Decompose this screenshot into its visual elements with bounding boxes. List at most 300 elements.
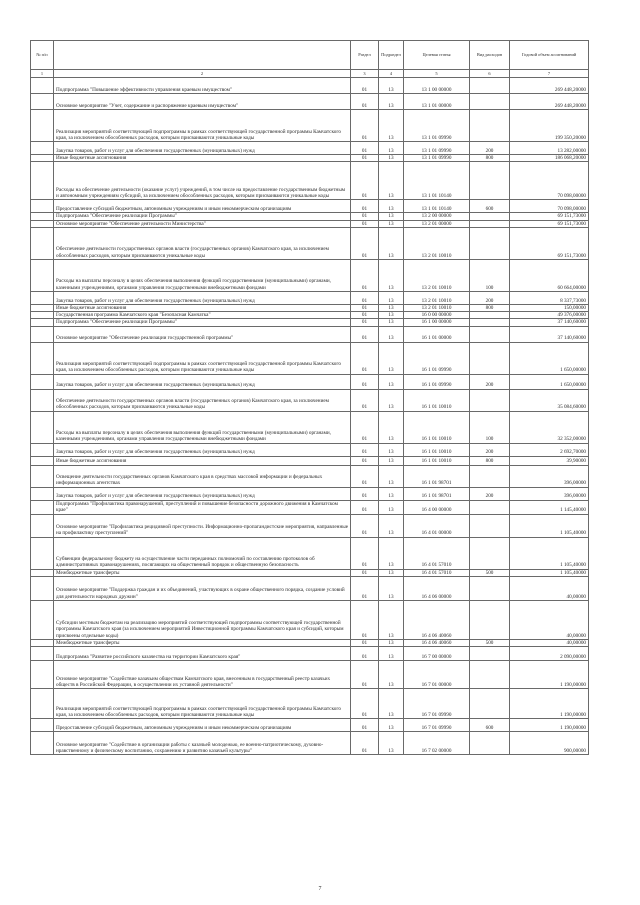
row-amount-cell: 1 145,40000 <box>510 500 589 514</box>
row-amount-cell: 40,00000 <box>510 639 589 646</box>
header-vid: Вид расходов <box>470 41 510 70</box>
row-name-cell: Закупка товаров, работ и услуг для обеспечения государственных (муниципальных) нужд <box>54 487 351 500</box>
row-razdel-cell: 01 <box>351 213 379 220</box>
row-name-cell: Межбюджетные трансферты <box>54 639 351 646</box>
row-celevaya-cell: 16 1 01 10010 <box>404 389 470 411</box>
row-razdel-cell: 01 <box>351 639 379 646</box>
row-vid-cell: 200 <box>470 487 510 500</box>
row-num-cell <box>31 220 54 227</box>
row-razdel-cell: 01 <box>351 374 379 389</box>
row-razdel-cell: 01 <box>351 689 379 719</box>
table-row <box>31 374 589 389</box>
row-celevaya-cell: 13 2 01 10010 <box>404 291 470 304</box>
row-vid-cell <box>470 78 510 94</box>
row-razdel-cell: 01 <box>351 312 379 319</box>
row-podrazdel-cell: 13 <box>379 514 404 537</box>
row-razdel-cell: 01 <box>351 389 379 411</box>
row-name-cell: Подпрограмма "Повышение эффективности управления краевым имуществом" <box>54 78 351 94</box>
table-row <box>31 689 589 719</box>
header-name <box>54 41 351 70</box>
row-num-cell <box>31 94 54 110</box>
row-num-cell <box>31 319 54 326</box>
row-vid-cell <box>470 389 510 411</box>
row-razdel-cell: 01 <box>351 569 379 576</box>
row-celevaya-cell: 16 0 00 00000 <box>404 312 470 319</box>
row-podrazdel-cell: 13 <box>379 569 404 576</box>
row-razdel-cell: 01 <box>351 78 379 94</box>
row-podrazdel-cell: 13 <box>379 312 404 319</box>
row-vid-cell <box>470 661 510 689</box>
row-amount-cell: 70 098,00000 <box>510 162 589 200</box>
row-num-cell <box>31 569 54 576</box>
row-name-cell: Иные бюджетные ассигнования <box>54 155 351 162</box>
row-podrazdel-cell: 13 <box>379 259 404 291</box>
table-row <box>31 732 589 755</box>
row-vid-cell <box>470 319 510 326</box>
row-podrazdel-cell: 13 <box>379 639 404 646</box>
row-vid-cell <box>470 732 510 755</box>
row-vid-cell <box>470 465 510 487</box>
row-podrazdel-cell: 13 <box>379 342 404 374</box>
row-num-cell <box>31 411 54 443</box>
row-num-cell <box>31 374 54 389</box>
row-amount-cell: 70 098,00000 <box>510 200 589 213</box>
row-celevaya-cell: 13 1 01 09990 <box>404 142 470 155</box>
row-celevaya-cell: 16 1 01 98701 <box>404 465 470 487</box>
table-row <box>31 487 589 500</box>
row-podrazdel-cell: 13 <box>379 411 404 443</box>
row-amount-cell: 13 282,00000 <box>510 142 589 155</box>
row-podrazdel-cell: 13 <box>379 647 404 661</box>
row-celevaya-cell: 16 1 01 98701 <box>404 487 470 500</box>
row-razdel-cell: 01 <box>351 443 379 456</box>
row-name-cell: Закупка товаров, работ и услуг для обеспечения государственных (муниципальных) нужд <box>54 142 351 155</box>
row-name-cell: Реализация мероприятий соответствующей подпрограммы в рамках соответствующей государственной программы Камчатского края, за исключением обособленных расходов, которым присваиваются уникальные коды <box>54 342 351 374</box>
row-razdel-cell: 01 <box>351 326 379 342</box>
row-name-cell: Освещение деятельности государственных органов Камчатского края в средствах массовой информации и федеральных информационных агентствах <box>54 465 351 487</box>
row-amount-cell: 269 448,20000 <box>510 94 589 110</box>
table-row <box>31 227 589 259</box>
row-vid-cell: 800 <box>470 304 510 311</box>
row-amount-cell: 1 650,00000 <box>510 342 589 374</box>
row-num-cell <box>31 227 54 259</box>
row-amount-cell: 186 068,20000 <box>510 155 589 162</box>
row-amount-cell: 39,90000 <box>510 456 589 465</box>
row-celevaya-cell: 16 7 00 00000 <box>404 647 470 661</box>
row-razdel-cell: 01 <box>351 110 379 142</box>
row-podrazdel-cell: 13 <box>379 162 404 200</box>
column-number: 6 <box>470 70 510 78</box>
table-row <box>31 110 589 142</box>
table-row <box>31 291 589 304</box>
table-row <box>31 600 589 639</box>
row-name-cell: Расходы на обеспечение деятельности (оказание услуг) учреждений, в том числе на предоставление государственным бюджетным и автономным учреждениям субсидий, за исключением обособленных расходов, которым присваиваются уникальные коды <box>54 162 351 200</box>
row-razdel-cell: 01 <box>351 200 379 213</box>
row-amount-cell: 32 352,00000 <box>510 411 589 443</box>
table-row <box>31 304 589 311</box>
row-celevaya-cell: 16 7 01 00000 <box>404 661 470 689</box>
row-celevaya-cell: 16 4 01 57010 <box>404 537 470 569</box>
column-number-row <box>31 70 589 78</box>
row-celevaya-cell: 13 1 01 09990 <box>404 155 470 162</box>
row-name-cell: Закупка товаров, работ и услуг для обеспечения государственных (муниципальных) нужд <box>54 443 351 456</box>
row-name-cell: Межбюджетные трансферты <box>54 569 351 576</box>
row-celevaya-cell: 16 4 06 00000 <box>404 576 470 600</box>
row-razdel-cell: 01 <box>351 647 379 661</box>
row-razdel-cell: 01 <box>351 162 379 200</box>
row-num-cell <box>31 732 54 755</box>
row-celevaya-cell: 13 2 01 10010 <box>404 259 470 291</box>
column-number: 5 <box>404 70 470 78</box>
row-vid-cell <box>470 213 510 220</box>
row-celevaya-cell: 16 4 06 40060 <box>404 600 470 639</box>
row-podrazdel-cell: 13 <box>379 661 404 689</box>
column-number: 2 <box>54 70 351 78</box>
row-name-cell: Основное мероприятие "Учет, содержание и распоряжение краевым имуществом" <box>54 94 351 110</box>
header-num: № п/п <box>31 41 54 70</box>
row-name-cell: Обеспечение деятельности государственных органов власти (государственных органов) Камчатского края, за исключением обособленных расходов, которым присваиваются уникальные коды <box>54 389 351 411</box>
header-celevaya: Целевая статья <box>404 41 470 70</box>
row-celevaya-cell: 13 2 01 00000 <box>404 220 470 227</box>
table-row <box>31 213 589 220</box>
row-amount-cell: 40,00000 <box>510 600 589 639</box>
table-row <box>31 514 589 537</box>
row-num-cell <box>31 78 54 94</box>
row-name-cell: Субвенции федеральному бюджету на осуществление части переданных полномочий по составлению протоколов об административных правонарушениях, посягающих на общественный порядок и общественную безопасность <box>54 537 351 569</box>
row-podrazdel-cell: 13 <box>379 319 404 326</box>
row-razdel-cell: 01 <box>351 487 379 500</box>
row-celevaya-cell: 13 2 01 10010 <box>404 227 470 259</box>
row-razdel-cell: 01 <box>351 732 379 755</box>
row-vid-cell <box>470 227 510 259</box>
row-podrazdel-cell: 13 <box>379 537 404 569</box>
row-razdel-cell: 01 <box>351 259 379 291</box>
table-row <box>31 569 589 576</box>
row-name-cell: Реализация мероприятий соответствующей подпрограммы в рамках соответствующей государственной программы Камчатского края, за исключением обособленных расходов, которым присваиваются уникальные коды <box>54 110 351 142</box>
row-num-cell <box>31 342 54 374</box>
column-number: 1 <box>31 70 54 78</box>
row-vid-cell: 600 <box>470 719 510 732</box>
row-num-cell <box>31 647 54 661</box>
table-row <box>31 312 589 319</box>
row-vid-cell <box>470 500 510 514</box>
row-podrazdel-cell: 13 <box>379 389 404 411</box>
column-number: 4 <box>379 70 404 78</box>
row-num-cell <box>31 487 54 500</box>
row-amount-cell: 1 105,40000 <box>510 569 589 576</box>
row-vid-cell: 200 <box>470 443 510 456</box>
row-num-cell <box>31 456 54 465</box>
row-name-cell: Подпрограмма "Обеспечение реализации Программы" <box>54 319 351 326</box>
row-razdel-cell: 01 <box>351 304 379 311</box>
row-podrazdel-cell: 13 <box>379 732 404 755</box>
table-row <box>31 443 589 456</box>
row-podrazdel-cell: 13 <box>379 600 404 639</box>
table-body <box>31 78 589 755</box>
row-celevaya-cell: 16 1 01 10010 <box>404 411 470 443</box>
row-vid-cell <box>470 576 510 600</box>
row-podrazdel-cell: 13 <box>379 304 404 311</box>
row-amount-cell: 2 692,70000 <box>510 443 589 456</box>
row-vid-cell <box>470 647 510 661</box>
row-amount-cell: 8 337,73000 <box>510 291 589 304</box>
row-amount-cell: 150,00000 <box>510 304 589 311</box>
row-razdel-cell: 01 <box>351 719 379 732</box>
row-num-cell <box>31 537 54 569</box>
row-name-cell: Субсидии местным бюджетам на реализацию мероприятий соответствующей подпрограммы соответствующей государственной программы Камчатского края (за исключением мероприятий Инвестиционной программы Камчатского края и субсидий, которым присвоены отдельные коды) <box>54 600 351 639</box>
row-name-cell: Расходы на выплаты персоналу в целях обеспечения выполнения функций государственными (муниципальными) органами, казенными учреждениями, органами управления государственными внебюджетными фондами <box>54 259 351 291</box>
row-num-cell <box>31 155 54 162</box>
row-razdel-cell: 01 <box>351 576 379 600</box>
row-num-cell <box>31 110 54 142</box>
column-number: 3 <box>351 70 379 78</box>
row-name-cell: Основное мероприятие "Поддержка граждан и их объединений, участвующих в охране общественного порядка, создание условий для деятельности народных дружин" <box>54 576 351 600</box>
row-razdel-cell: 01 <box>351 227 379 259</box>
row-amount-cell: 35 084,60000 <box>510 389 589 411</box>
row-vid-cell: 500 <box>470 569 510 576</box>
row-razdel-cell: 01 <box>351 142 379 155</box>
row-num-cell <box>31 661 54 689</box>
row-num-cell <box>31 162 54 200</box>
row-vid-cell: 200 <box>470 142 510 155</box>
row-vid-cell: 200 <box>470 291 510 304</box>
table-row <box>31 456 589 465</box>
row-amount-cell: 1 190,00000 <box>510 719 589 732</box>
row-podrazdel-cell: 13 <box>379 200 404 213</box>
row-name-cell: Иные бюджетные ассигнования <box>54 456 351 465</box>
row-celevaya-cell: 16 4 01 57010 <box>404 569 470 576</box>
row-vid-cell: 800 <box>470 155 510 162</box>
table-row <box>31 94 589 110</box>
row-vid-cell <box>470 220 510 227</box>
row-podrazdel-cell: 13 <box>379 500 404 514</box>
row-celevaya-cell: 16 1 01 00000 <box>404 326 470 342</box>
row-name-cell: Основное мероприятие "Профилактика рецидивной преступности. Информационно-пропагандистские мероприятия, направленные на профилактику преступлений" <box>54 514 351 537</box>
row-num-cell <box>31 312 54 319</box>
row-podrazdel-cell: 13 <box>379 326 404 342</box>
row-name-cell: Предоставление субсидий бюджетным, автономным учреждениям и иным некоммерческим организациям <box>54 719 351 732</box>
row-name-cell: Основное мероприятие "Содействие казачьим обществам Камчатского края, внесенным в государственный реестр казачьих обществ в Российской Федерации, в осуществлении их уставной деятельности" <box>54 661 351 689</box>
row-vid-cell: 100 <box>470 411 510 443</box>
table-row <box>31 639 589 646</box>
table-row <box>31 576 589 600</box>
row-vid-cell <box>470 162 510 200</box>
row-vid-cell <box>470 94 510 110</box>
row-vid-cell: 200 <box>470 374 510 389</box>
row-vid-cell <box>470 342 510 374</box>
row-amount-cell: 199 350,20000 <box>510 110 589 142</box>
row-num-cell <box>31 600 54 639</box>
row-num-cell <box>31 514 54 537</box>
row-amount-cell: 49 376,00000 <box>510 312 589 319</box>
row-amount-cell: 69 151,73000 <box>510 227 589 259</box>
table-row <box>31 500 589 514</box>
row-vid-cell <box>470 110 510 142</box>
table-row <box>31 411 589 443</box>
row-razdel-cell: 01 <box>351 319 379 326</box>
budget-table <box>30 40 589 755</box>
row-name-cell: Основное мероприятие "Обеспечение деятельности Министерства" <box>54 220 351 227</box>
header-razdel: Раздел <box>351 41 379 70</box>
row-vid-cell <box>470 514 510 537</box>
table-row <box>31 342 589 374</box>
table-row <box>31 537 589 569</box>
row-celevaya-cell: 16 1 01 09990 <box>404 374 470 389</box>
row-vid-cell: 500 <box>470 639 510 646</box>
row-celevaya-cell: 13 1 00 00000 <box>404 78 470 94</box>
row-razdel-cell: 01 <box>351 342 379 374</box>
row-celevaya-cell: 16 4 06 40060 <box>404 639 470 646</box>
row-num-cell <box>31 200 54 213</box>
row-num-cell <box>31 639 54 646</box>
row-amount-cell: 1 190,00000 <box>510 689 589 719</box>
row-vid-cell <box>470 537 510 569</box>
row-celevaya-cell: 13 1 01 00000 <box>404 94 470 110</box>
row-celevaya-cell: 16 1 01 10010 <box>404 443 470 456</box>
row-num-cell <box>31 326 54 342</box>
table-row <box>31 162 589 200</box>
row-amount-cell: 269 448,20000 <box>510 78 589 94</box>
row-num-cell <box>31 389 54 411</box>
table-row <box>31 259 589 291</box>
row-celevaya-cell: 13 1 01 09990 <box>404 110 470 142</box>
row-celevaya-cell: 16 1 00 00000 <box>404 319 470 326</box>
row-celevaya-cell: 16 7 02 00000 <box>404 732 470 755</box>
row-celevaya-cell: 13 1 01 10140 <box>404 162 470 200</box>
row-podrazdel-cell: 13 <box>379 374 404 389</box>
table-row <box>31 155 589 162</box>
row-razdel-cell: 01 <box>351 465 379 487</box>
row-podrazdel-cell: 13 <box>379 576 404 600</box>
row-podrazdel-cell: 13 <box>379 465 404 487</box>
row-num-cell <box>31 465 54 487</box>
row-celevaya-cell: 13 1 01 10140 <box>404 200 470 213</box>
row-celevaya-cell: 16 7 01 09990 <box>404 719 470 732</box>
row-podrazdel-cell: 13 <box>379 155 404 162</box>
row-celevaya-cell: 16 4 01 00000 <box>404 514 470 537</box>
row-amount-cell: 69 151,73000 <box>510 220 589 227</box>
row-razdel-cell: 01 <box>351 155 379 162</box>
row-celevaya-cell: 16 7 01 09990 <box>404 689 470 719</box>
row-amount-cell: 1 190,00000 <box>510 661 589 689</box>
row-name-cell: Подпрограмма "Профилактика правонарушений, преступлений и повышение безопасности дорожного движения в Камчатском крае" <box>54 500 351 514</box>
row-amount-cell: 40,00000 <box>510 576 589 600</box>
row-vid-cell: 800 <box>470 456 510 465</box>
table-row <box>31 647 589 661</box>
row-razdel-cell: 01 <box>351 456 379 465</box>
table-header-row <box>31 41 589 70</box>
row-razdel-cell: 01 <box>351 291 379 304</box>
row-podrazdel-cell: 13 <box>379 689 404 719</box>
row-podrazdel-cell: 13 <box>379 456 404 465</box>
row-vid-cell: 100 <box>470 259 510 291</box>
row-name-cell: Реализация мероприятий соответствующей подпрограммы в рамках соответствующей государственной программы Камчатского края, за исключением обособленных расходов, которым присваиваются уникальные коды <box>54 689 351 719</box>
row-celevaya-cell: 16 1 01 10010 <box>404 456 470 465</box>
row-razdel-cell: 01 <box>351 514 379 537</box>
row-razdel-cell: 01 <box>351 600 379 639</box>
row-razdel-cell: 01 <box>351 500 379 514</box>
row-celevaya-cell: 13 2 01 10010 <box>404 304 470 311</box>
row-amount-cell: 1 105,40000 <box>510 537 589 569</box>
row-num-cell <box>31 500 54 514</box>
row-celevaya-cell: 16 1 01 09990 <box>404 342 470 374</box>
row-name-cell: Подпрограмма "Развитие российского казачества на территории Камчатского края" <box>54 647 351 661</box>
row-razdel-cell: 01 <box>351 94 379 110</box>
row-num-cell <box>31 142 54 155</box>
row-amount-cell: 900,00000 <box>510 732 589 755</box>
row-amount-cell: 396,00000 <box>510 465 589 487</box>
row-name-cell: Закупка товаров, работ и услуг для обеспечения государственных (муниципальных) нужд <box>54 291 351 304</box>
table-row <box>31 326 589 342</box>
row-podrazdel-cell: 13 <box>379 213 404 220</box>
row-name-cell: Обеспечение деятельности государственных органов власти (государственных органов) Камчатского края, за исключением обособленных расходов, которым присваиваются уникальные коды <box>54 227 351 259</box>
row-amount-cell: 37 140,60000 <box>510 326 589 342</box>
row-podrazdel-cell: 13 <box>379 719 404 732</box>
page-number: 7 <box>318 886 322 892</box>
table-row <box>31 142 589 155</box>
row-vid-cell <box>470 689 510 719</box>
row-amount-cell: 60 664,00000 <box>510 259 589 291</box>
table-row <box>31 719 589 732</box>
row-name-cell: Основное мероприятие "Содействие в организации работы с казачьей молодежью, ее военно-патриотическому, духовно-нравственному и физическому воспитанию, сохранению и развитию казачьей культуры" <box>54 732 351 755</box>
row-name-cell: Подпрограмма "Обеспечение реализации Программы" <box>54 213 351 220</box>
row-podrazdel-cell: 13 <box>379 78 404 94</box>
row-amount-cell: 37 140,60000 <box>510 319 589 326</box>
table-row <box>31 78 589 94</box>
row-amount-cell: 69 151,73000 <box>510 213 589 220</box>
row-name-cell: Расходы на выплаты персоналу в целях обеспечения выполнения функций государственными (муниципальными) органами, казенными учреждениями, органами управления государственными внебюджетными фондами <box>54 411 351 443</box>
row-num-cell <box>31 719 54 732</box>
row-razdel-cell: 01 <box>351 537 379 569</box>
row-vid-cell: 600 <box>470 200 510 213</box>
row-podrazdel-cell: 13 <box>379 110 404 142</box>
row-amount-cell: 396,00000 <box>510 487 589 500</box>
row-razdel-cell: 01 <box>351 661 379 689</box>
row-razdel-cell: 01 <box>351 220 379 227</box>
row-vid-cell <box>470 326 510 342</box>
row-podrazdel-cell: 13 <box>379 142 404 155</box>
column-number: 7 <box>510 70 589 78</box>
row-razdel-cell: 01 <box>351 411 379 443</box>
row-name-cell: Предоставление субсидий бюджетным, автономным учреждениям и иным некоммерческим организациям <box>54 200 351 213</box>
row-celevaya-cell: 16 4 00 00000 <box>404 500 470 514</box>
header-obem: Годовой объем ассигнований <box>510 41 589 70</box>
row-celevaya-cell: 13 2 00 00000 <box>404 213 470 220</box>
row-podrazdel-cell: 13 <box>379 227 404 259</box>
row-podrazdel-cell: 13 <box>379 443 404 456</box>
row-amount-cell: 1 105,40000 <box>510 514 589 537</box>
table-row <box>31 220 589 227</box>
row-podrazdel-cell: 13 <box>379 220 404 227</box>
row-num-cell <box>31 291 54 304</box>
row-podrazdel-cell: 13 <box>379 94 404 110</box>
row-vid-cell <box>470 312 510 319</box>
row-name-cell: Государственная программа Камчатского края "Безопасная Камчатка" <box>54 312 351 319</box>
row-podrazdel-cell: 13 <box>379 487 404 500</box>
header-podrazdel: Подраздел <box>379 41 404 70</box>
table-row <box>31 661 589 689</box>
row-amount-cell: 2 090,00000 <box>510 647 589 661</box>
table-row <box>31 389 589 411</box>
row-num-cell <box>31 443 54 456</box>
row-name-cell: Закупка товаров, работ и услуг для обеспечения государственных (муниципальных) нужд <box>54 374 351 389</box>
table-row <box>31 465 589 487</box>
row-num-cell <box>31 689 54 719</box>
row-podrazdel-cell: 13 <box>379 291 404 304</box>
table-row <box>31 319 589 326</box>
row-name-cell: Основное мероприятие "Обеспечение реализации государственной программы" <box>54 326 351 342</box>
row-num-cell <box>31 259 54 291</box>
